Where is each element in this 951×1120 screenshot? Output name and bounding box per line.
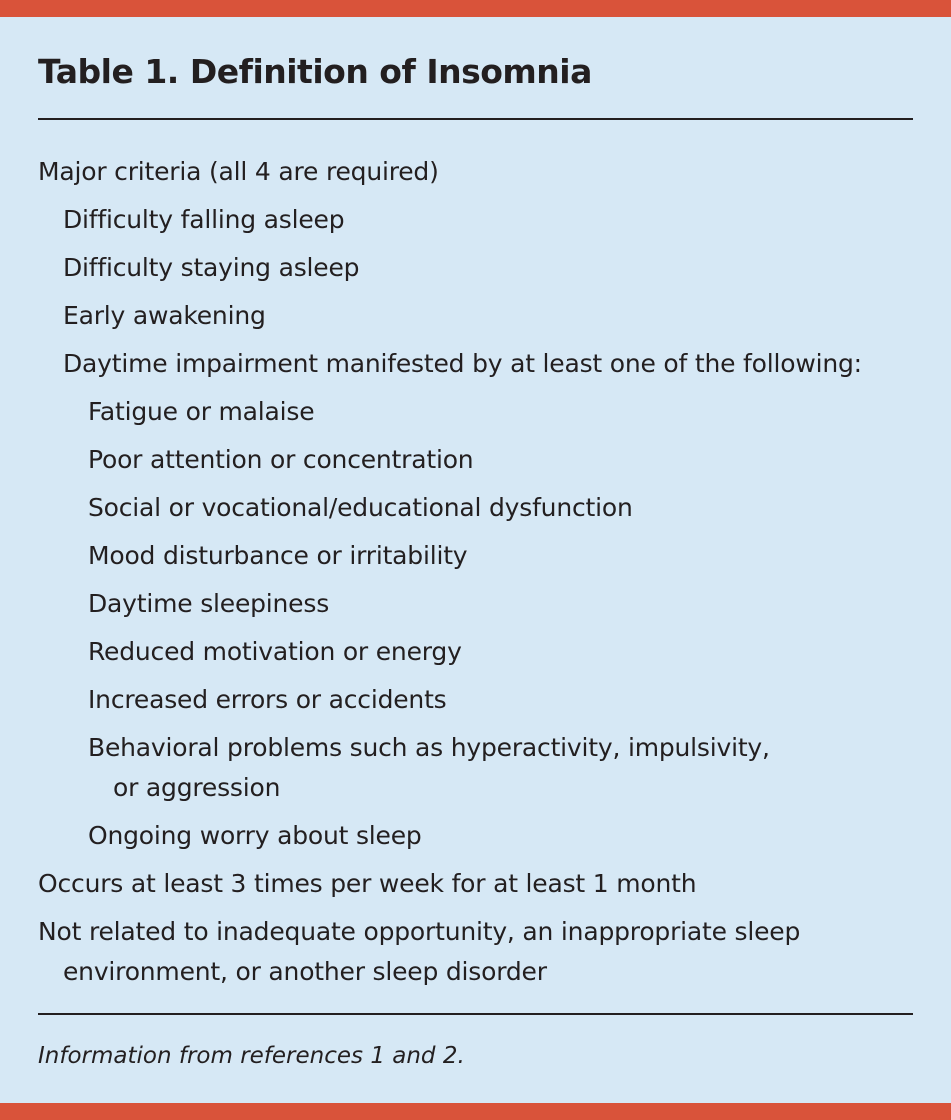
criterion-item: Daytime impairment manifested by at least one of the following: <box>63 349 862 378</box>
criterion-item: Difficulty staying asleep <box>63 253 360 282</box>
impairment-item: Daytime sleepiness <box>88 589 330 618</box>
behavioral-line-1: Behavioral problems such as hyperactivity, impulsivity, <box>88 733 770 762</box>
impairment-item: Increased errors or accidents <box>88 685 447 714</box>
behavioral-line-2: or aggression <box>113 773 281 802</box>
source-footnote: Information from references 1 and 2. <box>38 1043 465 1069</box>
major-criteria-heading: Major criteria (all 4 are required) <box>38 157 439 186</box>
bottom-accent-bar <box>0 1103 951 1120</box>
impairment-item: Social or vocational/educational dysfunction <box>88 493 633 522</box>
criteria-list <box>38 148 938 996</box>
not-related-criterion <box>38 908 938 996</box>
impairment-item: Reduced motivation or energy <box>88 637 462 666</box>
title-divider <box>38 118 913 120</box>
top-accent-bar <box>0 0 951 17</box>
frequency-criterion: Occurs at least 3 times per week for at least 1 month <box>38 869 697 898</box>
not-related-line-1: Not related to inadequate opportunity, an inappropriate sleep <box>38 917 801 946</box>
criterion-item: Early awakening <box>63 301 266 330</box>
impairment-item-behavioral <box>38 724 938 812</box>
impairment-item: Mood disturbance or irritability <box>88 541 468 570</box>
footer-divider <box>38 1013 913 1015</box>
impairment-item: Fatigue or malaise <box>88 397 315 426</box>
not-related-line-2: environment, or another sleep disorder <box>63 957 547 986</box>
impairment-item: Poor attention or concentration <box>88 445 474 474</box>
criterion-item: Difficulty falling asleep <box>63 205 345 234</box>
impairment-item: Ongoing worry about sleep <box>88 821 422 850</box>
table-title: Table 1. Definition of Insomnia <box>38 52 592 91</box>
